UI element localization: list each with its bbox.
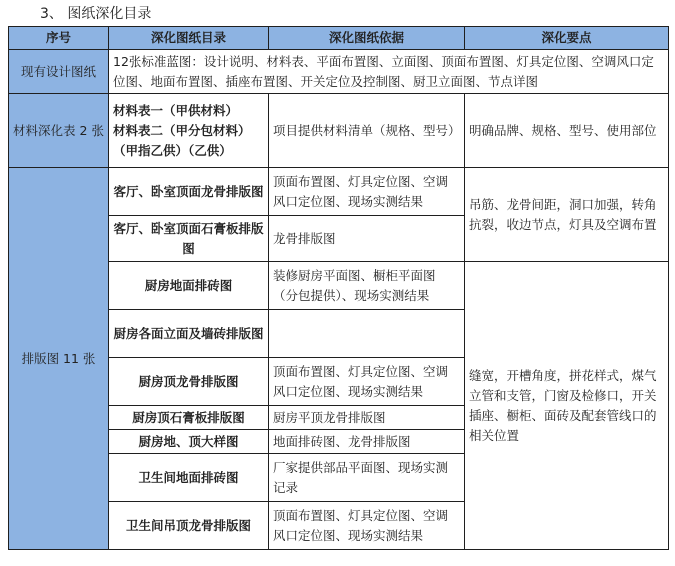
header-basis: 深化图纸依据 <box>269 27 465 50</box>
row-label-material: 材料深化表 2 张 <box>9 94 109 168</box>
row-label-layout: 排版图 11 张 <box>9 168 109 550</box>
layout-basis: 厂家提供部品平面图、现场实测记录 <box>269 454 465 502</box>
material-tables-cell <box>109 94 269 168</box>
layout-basis <box>269 310 465 358</box>
header-seq: 序号 <box>9 27 109 50</box>
section-title: 3、 图纸深化目录 <box>40 6 152 22</box>
layout-basis: 顶面布置图、灯具定位图、空调风口定位图、现场实测结果 <box>269 502 465 550</box>
layout-item: 卫生间吊顶龙骨排版图 <box>109 502 269 550</box>
material-table-1: 材料表一（甲供材料） <box>113 102 239 118</box>
layout-item: 客厅、卧室顶面龙骨排版图 <box>109 168 269 216</box>
material-points: 明确品牌、规格、型号、使用部位 <box>465 94 669 168</box>
header-catalog: 深化图纸目录 <box>109 27 269 50</box>
existing-drawings-list: 12张标准蓝图：设计说明、材料表、平面布置图、立面图、顶面布置图、灯具定位图、空调风口定位图、地面布置图、插座布置图、开关定位及控制图、厨卫立面图、节点详图 <box>109 50 669 94</box>
layout-item: 厨房地面排砖图 <box>109 262 269 310</box>
layout-item: 厨房顶石膏板排版图 <box>109 406 269 430</box>
table-row <box>9 168 669 216</box>
layout-item: 厨房地、顶大样图 <box>109 430 269 454</box>
layout-basis: 顶面布置图、灯具定位图、空调风口定位图、现场实测结果 <box>269 358 465 406</box>
layout-basis: 顶面布置图、灯具定位图、空调风口定位图、现场实测结果 <box>269 168 465 216</box>
row-label-existing: 现有设计图纸 <box>9 50 109 94</box>
layout-item: 卫生间地面排砖图 <box>109 454 269 502</box>
table-row-existing <box>9 50 669 94</box>
header-row <box>9 27 669 50</box>
table-row-material <box>9 94 669 168</box>
layout-item: 厨房顶龙骨排版图 <box>109 358 269 406</box>
drawing-catalog-table <box>8 26 669 550</box>
layout-points-general: 缝宽，开槽角度，拼花样式，煤气立管和支管，门窗及检修口，开关插座、橱柜、面砖及配套管线口的相关位置 <box>465 262 669 550</box>
layout-item: 厨房各面立面及墙砖排版图 <box>109 310 269 358</box>
layout-basis: 装修厨房平面图、橱柜平面图（分包提供）、现场实测结果 <box>269 262 465 310</box>
layout-item: 客厅、卧室顶面石膏板排版图 <box>109 216 269 262</box>
header-points: 深化要点 <box>465 27 669 50</box>
layout-basis: 地面排砖图、龙骨排版图 <box>269 430 465 454</box>
layout-basis: 龙骨排版图 <box>269 216 465 262</box>
material-basis: 项目提供材料清单（规格、型号） <box>269 94 465 168</box>
material-table-2: 材料表二（甲分包材料）（甲指乙供）（乙供） <box>113 122 251 158</box>
layout-points-ceiling: 吊筋、龙骨间距，洞口加强，转角抗裂，收边节点，灯具及空调布置 <box>465 168 669 262</box>
layout-basis: 厨房平顶龙骨排版图 <box>269 406 465 430</box>
